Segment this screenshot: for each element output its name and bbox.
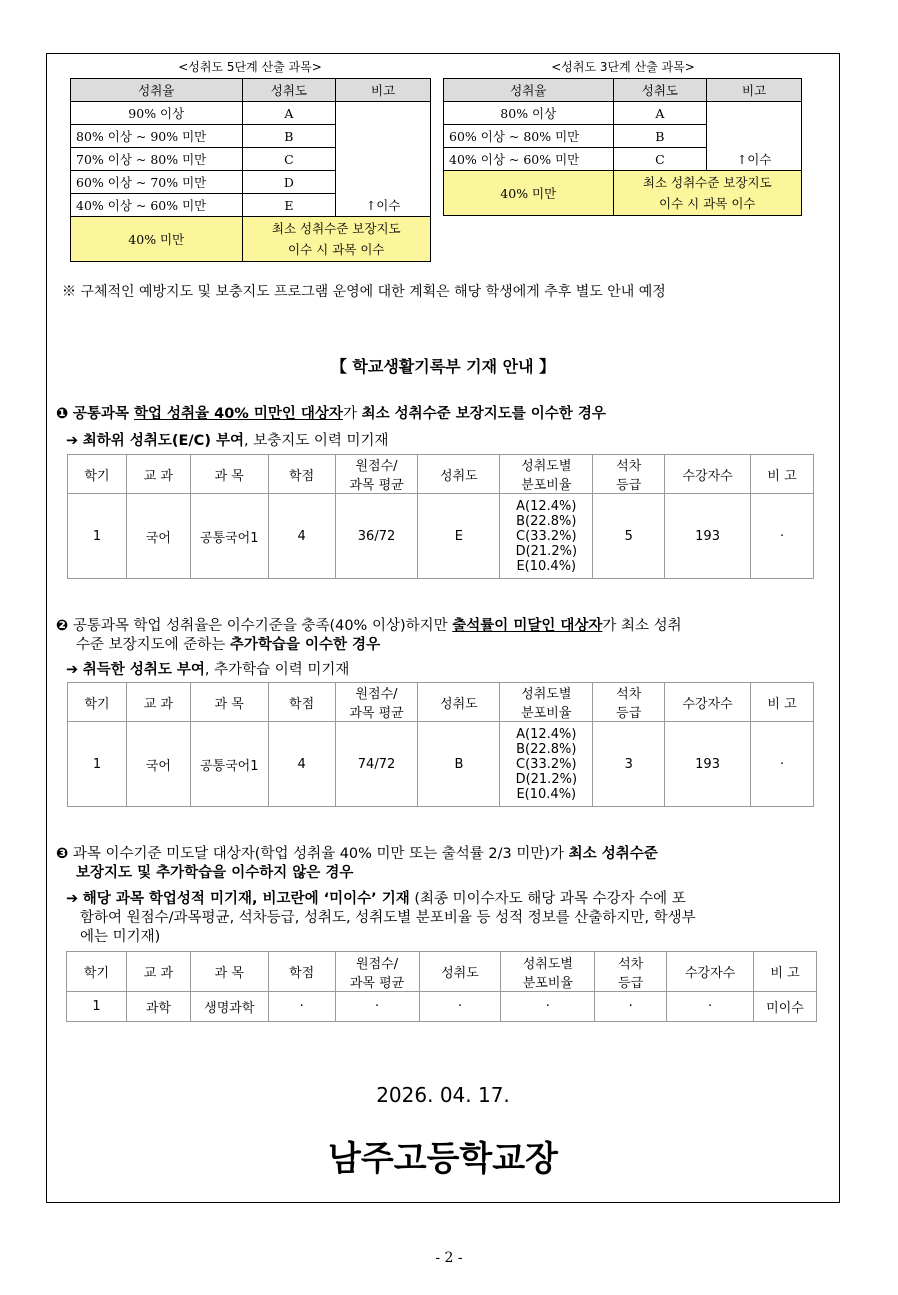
rate-cell: 60% 이상 ~ 80% 미만: [444, 125, 614, 148]
rate-cell: 90% 이상: [71, 102, 243, 125]
case3-result-line2: 함하여 원점수/과목평균, 석차등급, 성취도, 성취도별 분포비율 등 성적 정보를 산출하지만, 학생부: [80, 910, 696, 926]
col-rank: [593, 683, 665, 722]
col-subject: 과 목: [190, 683, 268, 722]
cell-distribution: [500, 722, 593, 807]
case2-condition: 추가학습을 이수한 경우: [229, 637, 381, 653]
col-rank-line1: 석차: [616, 687, 642, 702]
dist-line: B(22.8%): [516, 513, 577, 529]
dist-line: A(12.4%): [516, 498, 577, 514]
cell-semester: 1: [68, 722, 127, 807]
col-area: 교 과: [126, 683, 190, 722]
grade-cell: D: [242, 171, 336, 194]
case2-heading: [56, 617, 836, 655]
col-students: 수강자수: [667, 952, 754, 992]
cell-score: 74/72: [335, 722, 418, 807]
pass-note: ↑이수: [336, 102, 431, 217]
col-remarks: 비 고: [751, 683, 814, 722]
cell-distribution: ·: [501, 992, 595, 1022]
grade-cell: E: [242, 194, 336, 217]
col-distribution: [500, 455, 593, 494]
col-score-line1: 원점수/: [355, 459, 398, 474]
col-rate: 성취율: [444, 79, 614, 102]
col-credit: 학점: [268, 455, 335, 494]
cell-remarks: ·: [751, 722, 814, 807]
case2-text: 공통과목 학업 성취율은 이수기준을 충족(40% 이상)하지만: [72, 618, 453, 634]
arrow-icon: ➔: [66, 433, 79, 449]
col-dist-line2: 분포비율: [521, 706, 572, 721]
rate-cell: 60% 이상 ~ 70% 미만: [71, 171, 243, 194]
case3-text: 과목 이수기준 미도달 대상자(학업 성취율 40% 미만 또는 출석률 2/3 미만)가: [72, 846, 569, 862]
rate-cell: 80% 이상: [444, 102, 614, 125]
fail-rate-cell: 40% 미만: [71, 217, 243, 262]
dist-line: C(33.2%): [516, 528, 577, 544]
case2-target: 출석률이 미달인 대상자: [452, 618, 603, 634]
col-grade: 성취도: [613, 79, 707, 102]
case3-result-main: 해당 과목 학업성적 미기재, 비고란에 ‘미이수’ 기재: [82, 891, 410, 907]
case3-condition-cont: 보장지도 및 추가학습을 이수하지 않은 경우: [76, 865, 354, 881]
cell-semester: 1: [67, 992, 127, 1022]
col-dist-line1: 성취도별: [521, 687, 572, 702]
case2-result-main: 취득한 성취도 부여: [82, 662, 205, 678]
case1-target: 학업 성취율 40% 미만인 대상자: [133, 406, 343, 422]
rate-cell: 40% 이상 ~ 60% 미만: [71, 194, 243, 217]
col-rank: [593, 455, 665, 494]
rate-cell: 80% 이상 ~ 90% 미만: [71, 125, 243, 148]
fail-desc-cell: [613, 171, 801, 216]
col-rank-line2: 등급: [616, 478, 642, 493]
col-dist-line1: 성취도별: [522, 956, 573, 972]
case1-number: ❶: [56, 406, 69, 422]
case1-text: 공통과목: [72, 406, 134, 422]
case3-condition: 최소 성취수준: [568, 846, 658, 862]
case3-table: [66, 951, 817, 1022]
rate-cell: 70% 이상 ~ 80% 미만: [71, 148, 243, 171]
grade-cell: A: [613, 102, 707, 125]
col-score: [335, 683, 418, 722]
fail-desc-line2: 이수 시 과목 이수: [659, 196, 756, 211]
grade-cell: C: [242, 148, 336, 171]
col-distribution: [501, 952, 595, 992]
col-subject: 과 목: [190, 455, 268, 494]
cell-students: 193: [665, 494, 751, 579]
cell-remarks: 미이수: [754, 992, 817, 1022]
section-title: 【 학교생활기록부 기재 안내 】: [330, 357, 556, 376]
col-dist-line2: 분포비율: [521, 478, 572, 493]
case3-result-sub: (최종 미이수자도 해당 과목 수강자 수에 포: [409, 891, 686, 907]
col-achievement: 성취도: [418, 455, 500, 494]
col-semester: 학기: [68, 455, 127, 494]
col-credit: 학점: [268, 683, 335, 722]
cell-credit: 4: [268, 494, 335, 579]
col-score: [335, 952, 419, 992]
case2-table: [67, 682, 814, 807]
col-achievement: 성취도: [419, 952, 501, 992]
case2-text: 가 최소 성취: [602, 618, 682, 634]
case1-result: [66, 432, 836, 451]
cell-achievement: B: [418, 722, 500, 807]
col-score-line2: 과목 평균: [349, 706, 404, 721]
fail-rate-cell: 40% 미만: [444, 171, 614, 216]
col-semester: 학기: [68, 683, 127, 722]
cell-semester: 1: [68, 494, 127, 579]
col-achievement: 성취도: [418, 683, 500, 722]
page-number: - 2 -: [435, 1250, 463, 1266]
col-note: 비고: [336, 79, 431, 102]
arrow-icon: ➔: [66, 662, 79, 678]
dist-line: B(22.8%): [516, 741, 577, 757]
case1-result-main: 최하위 성취도(E/C) 부여: [82, 433, 245, 449]
scale5-caption: <성취도 5단계 산출 과목>: [178, 60, 322, 74]
case2-text: 수준 보장지도에 준하는: [76, 637, 230, 653]
cell-score: ·: [335, 992, 419, 1022]
col-rate: 성취율: [71, 79, 243, 102]
cell-students: 193: [665, 722, 751, 807]
col-distribution: [500, 683, 593, 722]
arrow-icon: ➔: [66, 891, 79, 907]
col-credit: 학점: [268, 952, 335, 992]
cell-students: ·: [667, 992, 754, 1022]
fail-desc-line2: 이수 시 과목 이수: [288, 242, 385, 257]
cell-rank: ·: [595, 992, 667, 1022]
case2-result: [66, 661, 836, 680]
col-students: 수강자수: [665, 455, 751, 494]
dist-line: D(21.2%): [515, 771, 578, 787]
case1-heading: [56, 405, 836, 424]
col-rank-line2: 등급: [618, 975, 644, 991]
col-score-line2: 과목 평균: [349, 975, 405, 991]
col-score: [335, 455, 418, 494]
cell-area: 국어: [126, 494, 190, 579]
grade-cell: A: [242, 102, 336, 125]
grade-cell: C: [613, 148, 707, 171]
case3-number: ❸: [56, 846, 69, 862]
col-area: 교 과: [126, 952, 190, 992]
col-dist-line2: 분포비율: [522, 975, 573, 991]
case1-table: [67, 454, 814, 579]
case3-result: [66, 890, 836, 947]
case3-result-line3: 에는 미기재): [80, 929, 161, 945]
col-semester: 학기: [67, 952, 127, 992]
col-students: 수강자수: [665, 683, 751, 722]
case1-result-sub: , 보충지도 이력 미기재: [244, 433, 389, 449]
case1-condition: 최소 성취수준 보장지도를 이수한 경우: [361, 406, 606, 422]
footnote: ※ 구체적인 예방지도 및 보충지도 프로그램 운영에 대한 계획은 해당 학생에게 추후 별도 안내 예정: [62, 284, 666, 300]
cell-area: 과학: [126, 992, 190, 1022]
cell-score: 36/72: [335, 494, 418, 579]
grade-cell: B: [613, 125, 707, 148]
principal-signature: 남주고등학교장: [328, 1139, 558, 1179]
col-dist-line1: 성취도별: [521, 459, 572, 474]
dist-line: E(10.4%): [516, 786, 577, 802]
fail-desc-line1: 최소 성취수준 보장지도: [271, 221, 401, 236]
col-rank: [595, 952, 667, 992]
cell-credit: 4: [268, 722, 335, 807]
cell-subject: 공통국어1: [190, 722, 268, 807]
cell-remarks: ·: [751, 494, 814, 579]
col-area: 교 과: [126, 455, 190, 494]
case1-text: 가: [342, 406, 362, 422]
col-grade: 성취도: [242, 79, 336, 102]
cell-rank: 5: [593, 494, 665, 579]
dist-line: C(33.2%): [516, 756, 577, 772]
col-rank-line1: 석차: [618, 956, 644, 972]
col-rank-line2: 등급: [616, 706, 642, 721]
fail-desc-line1: 최소 성취수준 보장지도: [642, 175, 772, 190]
cell-rank: 3: [593, 722, 665, 807]
scale3-table: [443, 78, 802, 216]
grade-cell: B: [242, 125, 336, 148]
case2-number: ❷: [56, 618, 69, 634]
document-date: 2026. 04. 17.: [376, 1083, 510, 1107]
cell-subject: 공통국어1: [190, 494, 268, 579]
cell-subject: 생명과학: [190, 992, 268, 1022]
col-score-line2: 과목 평균: [349, 478, 404, 493]
cell-credit: ·: [268, 992, 335, 1022]
fail-desc-cell: [242, 217, 430, 262]
scale5-table: [70, 78, 431, 262]
col-rank-line1: 석차: [616, 459, 642, 474]
col-subject: 과 목: [190, 952, 268, 992]
col-score-line1: 원점수/: [355, 687, 398, 702]
dist-line: D(21.2%): [515, 543, 578, 559]
cell-achievement: ·: [419, 992, 501, 1022]
case2-result-sub: , 추가학습 이력 미기재: [204, 662, 350, 678]
pass-note: ↑이수: [707, 102, 802, 171]
rate-cell: 40% 이상 ~ 60% 미만: [444, 148, 614, 171]
cell-achievement: E: [418, 494, 500, 579]
col-score-line1: 원점수/: [356, 956, 399, 972]
col-remarks: 비 고: [751, 455, 814, 494]
dist-line: A(12.4%): [516, 726, 577, 742]
cell-area: 국어: [126, 722, 190, 807]
case3-heading: [56, 845, 836, 883]
scale3-caption: <성취도 3단계 산출 과목>: [551, 60, 695, 74]
col-remarks: 비 고: [754, 952, 817, 992]
dist-line: E(10.4%): [516, 558, 577, 574]
cell-distribution: [500, 494, 593, 579]
col-note: 비고: [707, 79, 802, 102]
